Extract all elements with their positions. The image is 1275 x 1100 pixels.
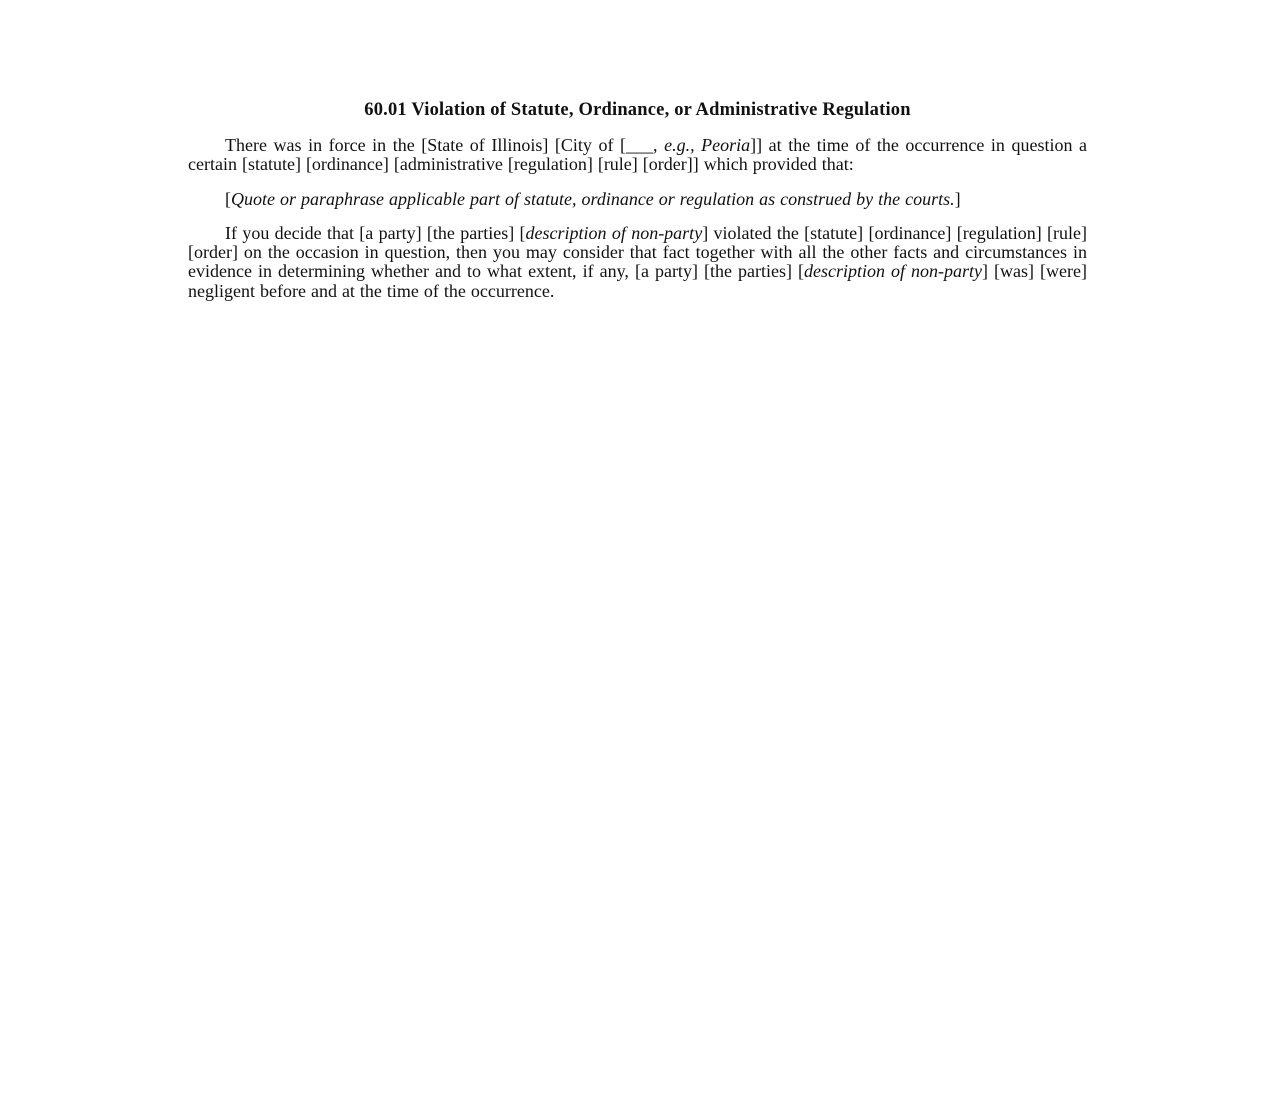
paragraph-quote-instruction (225, 190, 1087, 209)
paragraph-italic-text: description of non-party (803, 261, 983, 282)
paragraph-text: ] (954, 188, 961, 209)
paragraph-statute-in-force (188, 136, 1087, 175)
paragraph-text: ] [was] [were] negligent before and at the time of the occurrence. (188, 261, 1088, 301)
paragraph-text: [ (225, 188, 231, 209)
paragraph-italic-text: description of non-party (525, 222, 703, 243)
paragraph-text: ]] at the time of the occurrence in question a certain [statute] [ordinance] [administrative [regulation] [rule] [order]] which provided that: (188, 135, 1088, 175)
instruction-title: 60.01 Violation of Statute, Ordinance, or Administrative Regulation (364, 100, 911, 120)
document-page (188, 98, 1087, 316)
paragraph-text: There was in force in the [State of Illinois] [City of [___, (225, 135, 665, 155)
paragraph-italic-text: Quote or paraphrase applicable part of statute, ordinance or regulation as construed by the courts. (231, 188, 955, 209)
paragraph-text: ] violated the [statute] [ordinance] [regulation] [rule] [order] on the occasion in question, then you may consider that fact together with all the other facts and circumstances in evidence in determining whether and to what extent, if any, [a party] [the parties] [ (188, 222, 1088, 282)
paragraph-violation-consideration (188, 224, 1087, 301)
paragraph-italic-text: e.g., Peoria (664, 135, 751, 155)
paragraph-text: If you decide that [a party] [the parties] [ (225, 222, 526, 243)
